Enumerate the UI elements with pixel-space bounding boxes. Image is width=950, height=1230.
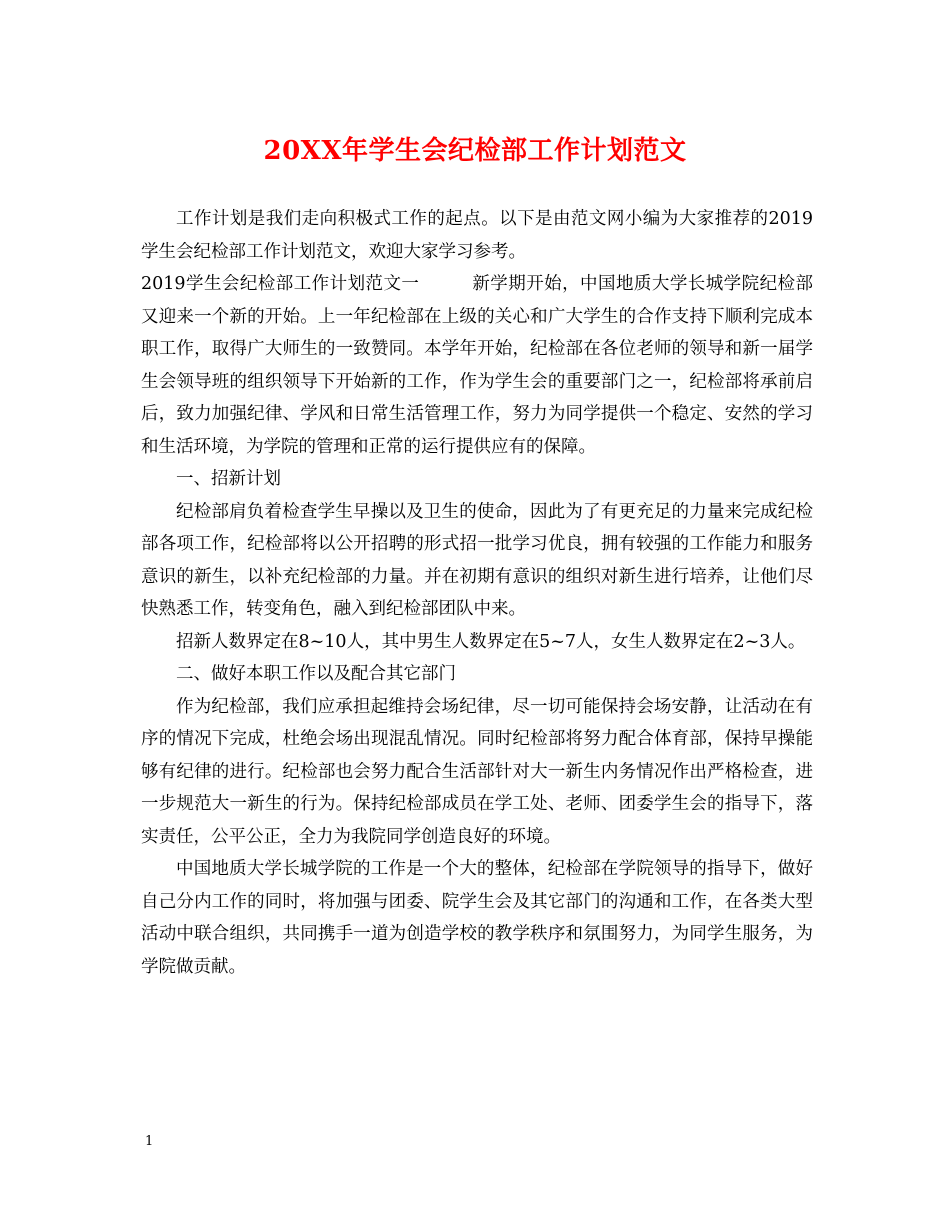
intro-paragraph: 工作计划是我们走向积极式工作的起点。以下是由范文网小编为大家推荐的2019学生会纪检部工作计划范文，欢迎大家学习参考。 [141,209,813,262]
heading-duties: 二、做好本职工作以及配合其它部门 [176,664,456,684]
section-label: 2019学生会纪检部工作计划范文一 [141,274,420,294]
heading-recruitment: 一、招新计划 [176,469,281,489]
section-text: 新学期开始，中国地质大学长城学院纪检部又迎来一个新的开始。上一年纪检部在上级的关心和广大学生的合作支持下顺利完成本职工作，取得广大师生的一致赞同。本学年开始，纪检部在各位老师的领导和新一届学生会领导班的组织领导下开始新的工作，作为学生会的重要部门之一，纪检部将承前启后，致力加强纪律、学风和日常生活管理工作，努力为同学提供一个稳定、安然的学习和生活环境，为学院的管理和正常的运行提供应有的保障。 [141,274,813,457]
recruitment-paragraph: 纪检部肩负着检查学生早操以及卫生的使命，因此为了有更充足的力量来完成纪检部各项工作，纪检部将以公开招聘的形式招一批学习优良，拥有较强的工作能力和服务意识的新生，以补充纪检部的力量。并在初期有意识的组织对新生进行培养，让他们尽快熟悉工作，转变角色，融入到纪检部团队中来。 [141,501,813,619]
page-number: 1 [145,1134,154,1149]
section-paragraph [141,268,813,463]
document-body [141,203,813,983]
recruitment-numbers-paragraph: 招新人数界定在8~10人，其中男生人数界定在5~7人，女生人数界定在2~3人。 [176,631,806,652]
cooperation-paragraph: 中国地质大学长城学院的工作是一个大的整体，纪检部在学院领导的指导下，做好自己分内工作的同时，将加强与团委、院学生会及其它部门的沟通和工作，在各类大型活动中联合组织，共同携手一道为创造学校的教学秩序和氛围努力，为同学生服务，为学院做贡献。 [141,859,813,977]
document-title: 20XX年学生会纪检部工作计划范文 [263,136,687,166]
duties-paragraph: 作为纪检部，我们应承担起维持会场纪律，尽一切可能保持会场安静，让活动在有序的情况下完成，杜绝会场出现混乱情况。同时纪检部将努力配合体育部，保持早操能够有纪律的进行。纪检部也会努力配合生活部针对大一新生内务情况作出严格检查，进一步规范大一新生的行为。保持纪检部成员在学工处、老师、团委学生会的指导下，落实责任，公平公正，全力为我院同学创造良好的环境。 [141,696,813,847]
